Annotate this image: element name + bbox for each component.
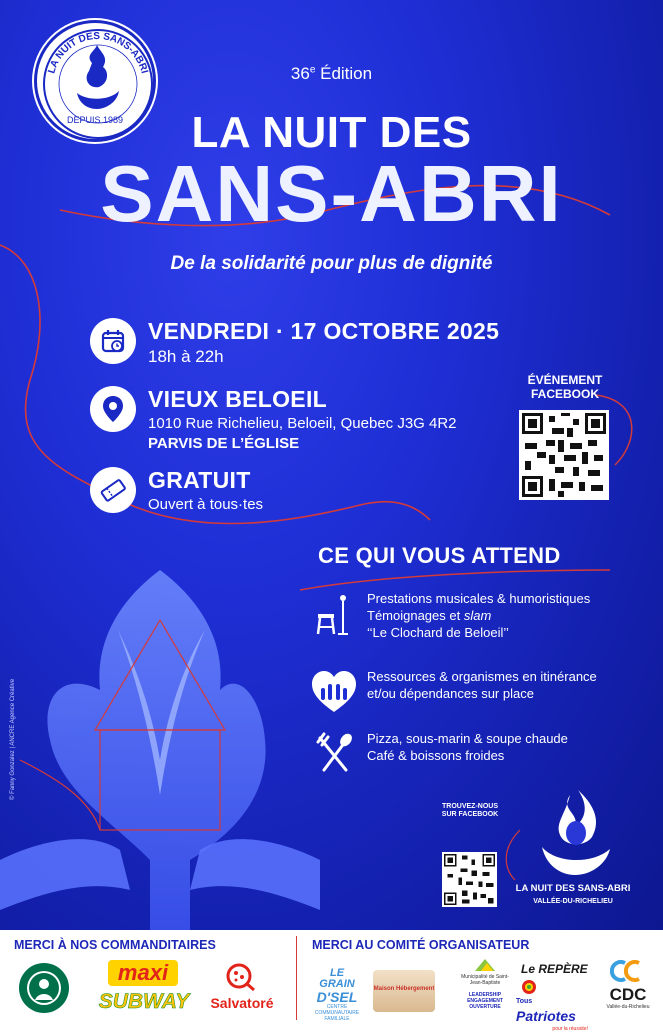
edition-word: Édition bbox=[315, 64, 373, 83]
patriotes-logo bbox=[516, 990, 588, 1032]
program-item-2-line-1: Ressources & organismes en itinérance bbox=[367, 669, 597, 684]
program-item-1-line-1: Prestations musicales & humoristiques bbox=[367, 591, 591, 606]
grain-de-sel-logo bbox=[312, 968, 362, 1022]
logo-ring-bottom-text: DEPUIS 1989 bbox=[66, 115, 124, 125]
maxi-logo bbox=[108, 960, 178, 986]
program-item-1-line-2a: Témoignages et bbox=[367, 608, 464, 623]
title-line-1: LA NUIT DES bbox=[191, 108, 472, 157]
footer-logo-region: VALLÉE-DU-RICHELIEU bbox=[533, 898, 613, 905]
program-item-3-line-1: Pizza, sous-marin & soupe chaude bbox=[367, 731, 568, 746]
patriotes-small-text: Tous bbox=[516, 998, 533, 1005]
municipality-logo: Municipalité de Saint-Jean-Baptiste bbox=[461, 974, 509, 986]
location-detail: PARVIS DE L’ÉGLISE bbox=[148, 435, 300, 452]
committee-heading: MERCI AU COMITÉ ORGANISATEUR bbox=[312, 938, 530, 952]
starbucks-logo bbox=[18, 962, 70, 1014]
subway-text: SUBWAY bbox=[98, 990, 190, 1013]
mhb-text: Maison Hébergement bbox=[373, 986, 435, 992]
leadership-logo: LEADERSHIP ENGAGEMENT OUVERTURE bbox=[467, 992, 503, 1010]
event-date: VENDREDI · 17 OCTOBRE 2025 bbox=[148, 318, 500, 344]
edition-label bbox=[0, 64, 663, 84]
price-detail: Ouvert à tous·tes bbox=[148, 496, 264, 513]
grain-line-1: LE GRAIN bbox=[319, 967, 355, 990]
program-heading: CE QUI VOUS ATTEND bbox=[318, 543, 561, 568]
fork-spoon-icon bbox=[310, 730, 358, 778]
logo-ring-top-text: LA NUIT DES SANS-ABRI bbox=[46, 30, 150, 75]
maison-hebergement-logo bbox=[373, 970, 435, 1012]
patriotes-tagline: pour la réussite! bbox=[552, 1026, 588, 1032]
title-line-2: SANS-ABRI bbox=[100, 149, 563, 238]
cdc-subtitle: Vallée-du-Richelieu bbox=[606, 1004, 650, 1010]
program-item-1-line-3: ‘‘Le Clochard de Beloeil’’ bbox=[367, 625, 509, 640]
facebook-label-line-1: ÉVÉNEMENT bbox=[527, 373, 603, 387]
ticket-icon bbox=[90, 467, 136, 513]
footer-logo-name: LA NUIT DES SANS-ABRI bbox=[515, 883, 631, 894]
cdc-logo-mark bbox=[611, 960, 645, 982]
facebook-event-label bbox=[515, 373, 615, 401]
repere-text: Le REPÈRE bbox=[521, 962, 588, 976]
flame-hands-logo bbox=[530, 785, 620, 880]
photo-credit: © Fanny Gonzalez | ANCRE Agence Créative bbox=[10, 678, 16, 800]
find-us-line-1: TROUVEZ-NOUS bbox=[442, 803, 498, 810]
facebook-page-qr-code[interactable] bbox=[442, 852, 497, 907]
hands-illustration bbox=[0, 560, 320, 930]
microphone-stool-icon bbox=[310, 590, 358, 638]
price-heading: GRATUIT bbox=[148, 467, 251, 493]
grain-sub: CENTRE COMMUNAUTAIRE FAMILIALE bbox=[314, 1004, 360, 1022]
facebook-event-qr-code[interactable] bbox=[519, 410, 609, 500]
find-us-line-2: SUR FACEBOOK bbox=[441, 811, 499, 818]
patriotes-text: Patriotes bbox=[516, 1008, 576, 1024]
facebook-label-line-2: FACEBOOK bbox=[530, 387, 599, 401]
program-item-3-line-2: Café & boissons froides bbox=[367, 748, 505, 763]
event-time: 18h à 22h bbox=[148, 347, 224, 366]
grain-line-2: D'SEL bbox=[316, 989, 358, 1005]
edition-number: 36 bbox=[290, 64, 310, 83]
program-item-2-line-2: et/ou dépendances sur place bbox=[367, 686, 534, 701]
tagline: De la solidarité pour plus de dignité bbox=[170, 253, 493, 274]
maxi-text: maxi bbox=[117, 960, 169, 985]
find-us-facebook-label bbox=[430, 803, 510, 819]
map-pin-icon bbox=[90, 386, 136, 432]
location-name: VIEUX BELOEIL bbox=[148, 386, 327, 412]
location-address: 1010 Rue Richelieu, Beloeil, Quebec J3G 4R2 bbox=[148, 415, 457, 432]
calendar-icon bbox=[90, 318, 136, 364]
program-item-1-line-2b: slam bbox=[463, 608, 492, 623]
edition-sup: e bbox=[309, 64, 316, 76]
municipality-logo-mark bbox=[473, 957, 497, 973]
subway-logo bbox=[94, 990, 194, 1014]
salvatore-logo-mark bbox=[224, 962, 256, 992]
salvatore-logo: Salvatoré bbox=[210, 995, 274, 1011]
sponsors-heading: MERCI À NOS COMMANDITAIRES bbox=[14, 938, 216, 952]
cdc-logo: CDC bbox=[609, 985, 647, 1004]
heart-hands-icon bbox=[310, 668, 358, 716]
sponsors-divider bbox=[296, 936, 297, 1020]
